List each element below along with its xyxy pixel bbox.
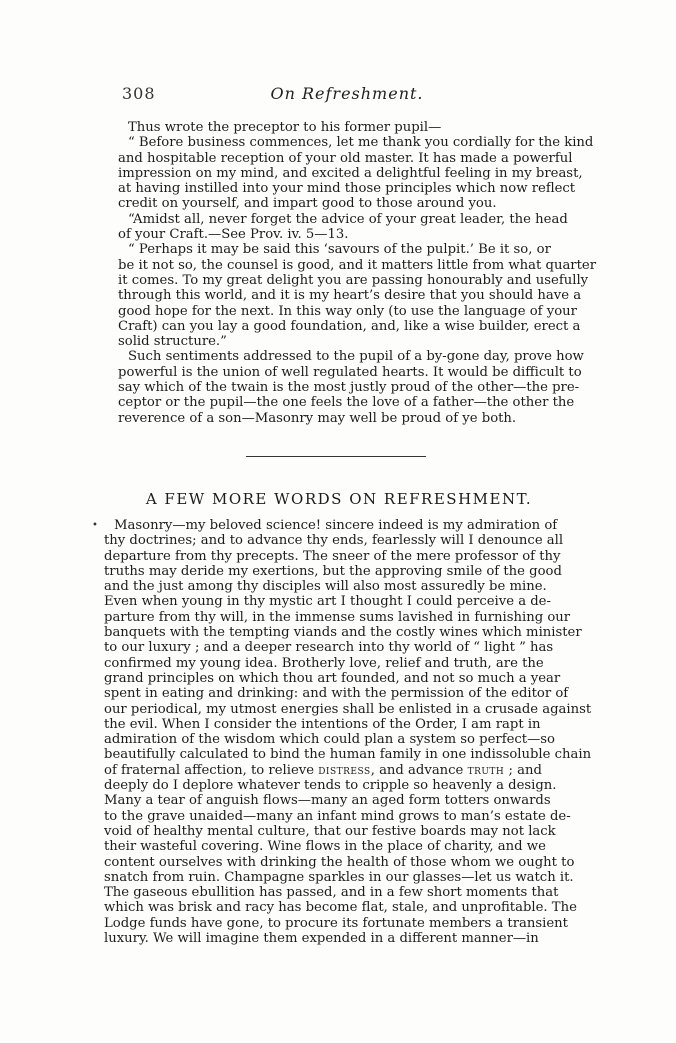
text-line: Even when young in thy mystic art I thought I could perceive a de-: [104, 594, 551, 610]
text-segment: ; and: [504, 762, 542, 778]
text-line: “ Perhaps it may be said this ‘savours of the pulpit.’ Be it so, or: [128, 242, 551, 258]
text-line: departure from thy precepts. The sneer of the mere professor of thy: [104, 548, 561, 564]
text-line: the evil. When I consider the intentions of the Order, I am rapt in: [104, 716, 541, 732]
text-line: ceptor or the pupil—the one feels the love of a father—the other the: [118, 395, 575, 411]
text-line: beautifully calculated to bind the human family in one indissoluble chain: [104, 747, 592, 763]
text-line: spent in eating and drinking: and with the permission of the editor of: [104, 686, 569, 702]
text-line-small-caps: [104, 763, 574, 778]
section-heading: A FEW MORE WORDS ON REFRESHMENT.: [145, 490, 533, 508]
text-line: their wasteful covering. Wine flows in the place of charity, and we: [104, 839, 546, 855]
text-line: it comes. To my great delight you are passing honourably and usefully: [118, 272, 589, 288]
text-line: grand principles on which thou art founded, and not so much a year: [104, 670, 561, 686]
text-line: be it not so, the counsel is good, and it matters little from what quarter: [118, 257, 597, 273]
small-caps-word: truth: [467, 762, 505, 778]
text-line: admiration of the wisdom which could plan a system so perfect—so: [104, 732, 555, 748]
text-line: The gaseous ebullition has passed, and in a few short moments that: [104, 885, 559, 901]
text-line: Such sentiments addressed to the pupil of a by-gone day, prove how: [128, 349, 584, 365]
text-line: at having instilled into your mind those principles which now reflect: [118, 181, 576, 197]
text-line: banquets with the tempting viands and the costly wines which minister: [104, 625, 582, 641]
text-line: confirmed my young idea. Brotherly love, relief and truth, are the: [104, 655, 544, 671]
essay-passage: [104, 518, 592, 947]
text-line: credit on yourself, and impart good to those around you.: [118, 196, 497, 212]
page-number: 308: [122, 84, 156, 103]
text-segment: , and advance: [370, 762, 468, 778]
text-line: snatch from ruin. Champagne sparkles in our glasses—let us watch it.: [104, 869, 574, 885]
text-line: through this world, and it is my heart’s desire that you should have a: [118, 288, 582, 304]
text-line: powerful is the union of well regulated hearts. It would be difficult to: [118, 364, 582, 380]
text-line: “Amidst all, never forget the advice of your great leader, the head: [128, 211, 568, 227]
text-line: and the just among thy disciples will also most assuredly be mine.: [104, 579, 547, 595]
text-line: to our luxury ; and a deeper research into thy world of “ light ” has: [104, 640, 554, 656]
small-caps-word: distress: [318, 762, 371, 778]
text-line: impression on my mind, and excited a delightful feeling in my breast,: [118, 165, 583, 181]
text-line: of your Craft.—See Prov. iv. 5—13.: [118, 227, 349, 243]
text-segment: of fraternal affection, to relieve: [104, 762, 319, 778]
text-line: Masonry—my beloved science! sincere indeed is my admiration of: [114, 518, 558, 533]
text-line: solid structure.”: [118, 334, 227, 350]
text-line: “ Before business commences, let me thank you cordially for the kind: [128, 135, 594, 151]
text-line: Many a tear of anguish flows—many an aged form totters onwards: [104, 793, 551, 809]
text-line: void of healthy mental culture, that our festive boards may not lack: [104, 823, 556, 839]
text-line: our periodical, my utmost energies shall be enlisted in a crusade against: [104, 701, 592, 717]
text-line: deeply do I deplore whatever tends to cripple so heavenly a design.: [104, 778, 557, 794]
text-line: and hospitable reception of your old master. It has made a powerful: [118, 150, 573, 166]
letter-passage: [118, 120, 597, 426]
text-line: luxury. We will imagine them expended in a different manner—in: [104, 931, 539, 947]
text-line: to the grave unaided—many an infant mind grows to man’s estate de-: [104, 808, 571, 824]
section-divider: [246, 456, 426, 457]
text-line: say which of the twain is the most justly proud of the other—the pre-: [118, 380, 580, 396]
margin-mark: •: [92, 520, 98, 531]
page-header: [122, 84, 572, 106]
running-title: On Refreshment.: [270, 84, 424, 103]
text-line: which was brisk and racy has become flat, stale, and unprofitable. The: [104, 900, 577, 916]
text-line: Craft) can you lay a good foundation, and, like a wise builder, erect a: [118, 318, 581, 334]
text-line: Thus wrote the preceptor to his former pupil—: [128, 120, 442, 135]
text-line: content ourselves with drinking the health of those whom we ought to: [104, 854, 575, 870]
text-line: good hope for the next. In this way only (to use the language of your: [118, 303, 577, 319]
text-line: Lodge funds have gone, to procure its fortunate members a transient: [104, 915, 568, 931]
text-line: truths may deride my exertions, but the approving smile of the good: [104, 563, 562, 579]
text-line: parture from thy will, in the immense sums lavished in furnishing our: [104, 609, 571, 625]
text-line: thy doctrines; and to advance thy ends, fearlessly will I denounce all: [104, 533, 564, 549]
text-line: reverence of a son—Masonry may well be proud of ye both.: [118, 410, 517, 426]
